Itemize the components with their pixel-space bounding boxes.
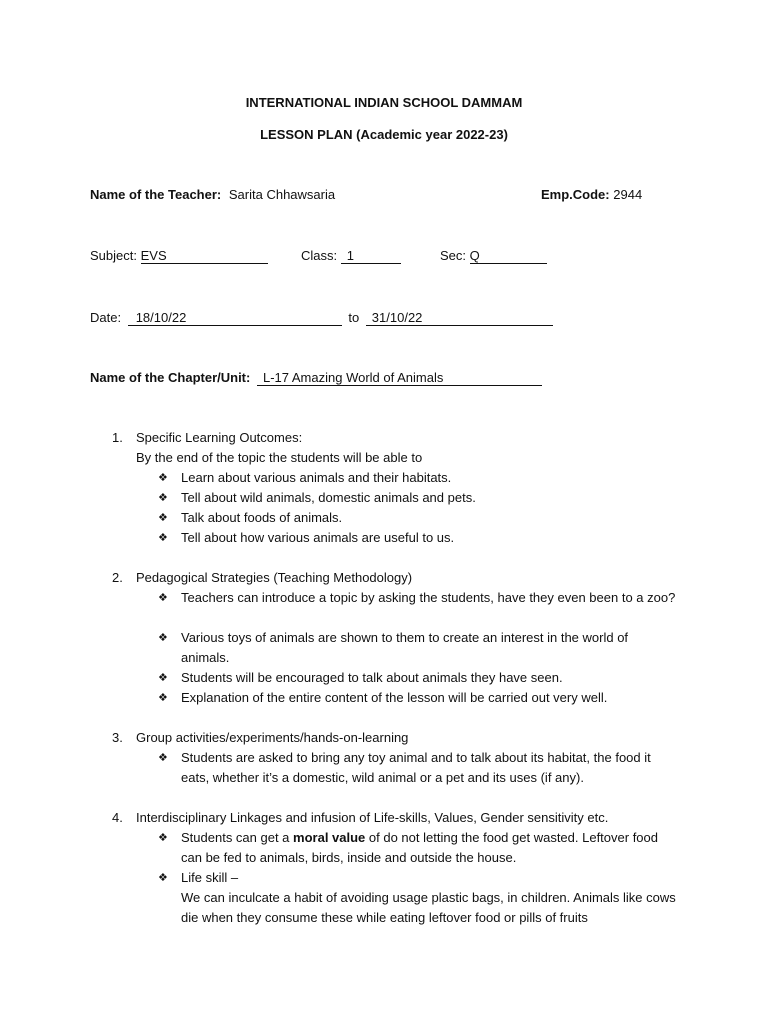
teacher-name: Sarita Chhawsaria: [228, 187, 336, 202]
list-item: [158, 868, 678, 928]
section-1-heading: [112, 430, 302, 445]
bullet-text: Various toys of animals are shown to them to create an interest in the world of animals.: [181, 630, 629, 665]
date-row: [90, 310, 553, 326]
diamond-bullet-icon: ❖: [158, 632, 168, 644]
sec-value: Q: [470, 249, 547, 264]
bullet-text: Teachers can introduce a topic by asking the students, have they even been to a zoo?: [181, 590, 676, 605]
emp-code-row: [541, 187, 642, 202]
school-name: INTERNATIONAL INDIAN SCHOOL DAMMAM: [245, 95, 523, 110]
teacher-label: Name of the Teacher:: [90, 187, 222, 202]
chapter-label: Name of the Chapter/Unit:: [90, 370, 251, 385]
section-number: 1.: [112, 430, 123, 445]
list-item: [158, 488, 678, 508]
list-item: [158, 828, 678, 868]
section-title: Pedagogical Strategies (Teaching Methodology): [136, 570, 413, 585]
bullet-text: Tell about how various animals are useful to us.: [181, 530, 455, 545]
subject-value: EVS: [141, 249, 268, 264]
section-2-heading: [112, 570, 412, 585]
diamond-bullet-icon: ❖: [158, 752, 168, 764]
list-item: [158, 528, 678, 548]
list-item: [158, 628, 678, 668]
class-value: 1: [341, 249, 401, 264]
subject-label: Subject:: [90, 248, 137, 263]
section-title: Interdisciplinary Linkages and infusion of Life-skills, Values, Gender sensitivity etc.: [136, 810, 609, 825]
section-4-heading: [112, 810, 608, 825]
life-skill-body: We can inculcate a habit of avoiding usage plastic bags, in children. Animals like cows die when they consume these while eating leftover food or pills of fruits: [181, 890, 676, 925]
teacher-row: [90, 187, 335, 202]
sec-label: Sec:: [440, 248, 467, 263]
list-item: [158, 668, 678, 688]
diamond-bullet-icon: ❖: [158, 492, 168, 504]
chapter-row: [90, 370, 542, 386]
section-title: Group activities/experiments/hands-on-learning: [136, 730, 409, 745]
section-number: 4.: [112, 810, 123, 825]
diamond-bullet-icon: ❖: [158, 512, 168, 524]
diamond-bullet-icon: ❖: [158, 672, 168, 684]
class-row: [301, 248, 401, 264]
bullet-text: Explanation of the entire content of the lesson will be carried out very well.: [181, 690, 608, 705]
bullet-text: Students are asked to bring any toy animal and to talk about its habitat, the food it eats, whether it’s a domestic, wild animal or a pet and its uses (if any).: [181, 750, 651, 785]
list-item: [158, 588, 678, 608]
bullet-text: Students will be encouraged to talk about animals they have seen.: [181, 670, 563, 685]
section-1-intro: By the end of the topic the students will be able to: [136, 450, 423, 465]
list-item: [158, 688, 678, 708]
emp-code-value: 2944: [613, 187, 643, 202]
plan-title: LESSON PLAN (Academic year 2022-23): [260, 127, 508, 142]
diamond-bullet-icon: ❖: [158, 872, 168, 884]
date-to-label: to: [348, 310, 360, 325]
bullet-text: Learn about various animals and their habitats.: [181, 470, 452, 485]
list-item: [158, 508, 678, 528]
bullet-text: [181, 828, 678, 868]
moral-value-emphasis: moral value: [293, 830, 366, 845]
list-item: [158, 468, 678, 488]
list-item: [158, 748, 678, 788]
class-label: Class:: [301, 248, 338, 263]
bullet-text: Talk about foods of animals.: [181, 510, 343, 525]
date-label: Date:: [90, 310, 122, 325]
emp-code-label: Emp.Code:: [541, 187, 610, 202]
date-from: 18/10/22: [128, 311, 342, 326]
section-number: 3.: [112, 730, 123, 745]
date-to: 31/10/22: [366, 311, 553, 326]
diamond-bullet-icon: ❖: [158, 692, 168, 704]
bullet-text: Tell about wild animals, domestic animals and pets.: [181, 490, 476, 505]
sec-row: [440, 248, 547, 264]
diamond-bullet-icon: ❖: [158, 592, 168, 604]
section-number: 2.: [112, 570, 123, 585]
bullet-text-part: Students can get a: [181, 830, 294, 845]
life-skill-heading: Life skill –: [181, 870, 239, 885]
diamond-bullet-icon: ❖: [158, 532, 168, 544]
diamond-bullet-icon: ❖: [158, 832, 168, 844]
diamond-bullet-icon: ❖: [158, 472, 168, 484]
bullet-text-part: of do not letting the food get wasted. Leftover food can be fed to animals, birds, inside and outside the house.: [181, 830, 658, 865]
chapter-value: L-17 Amazing World of Animals: [257, 371, 542, 386]
section-3-heading: [112, 730, 408, 745]
section-title: Specific Learning Outcomes:: [136, 430, 303, 445]
subject-row: [90, 248, 268, 264]
